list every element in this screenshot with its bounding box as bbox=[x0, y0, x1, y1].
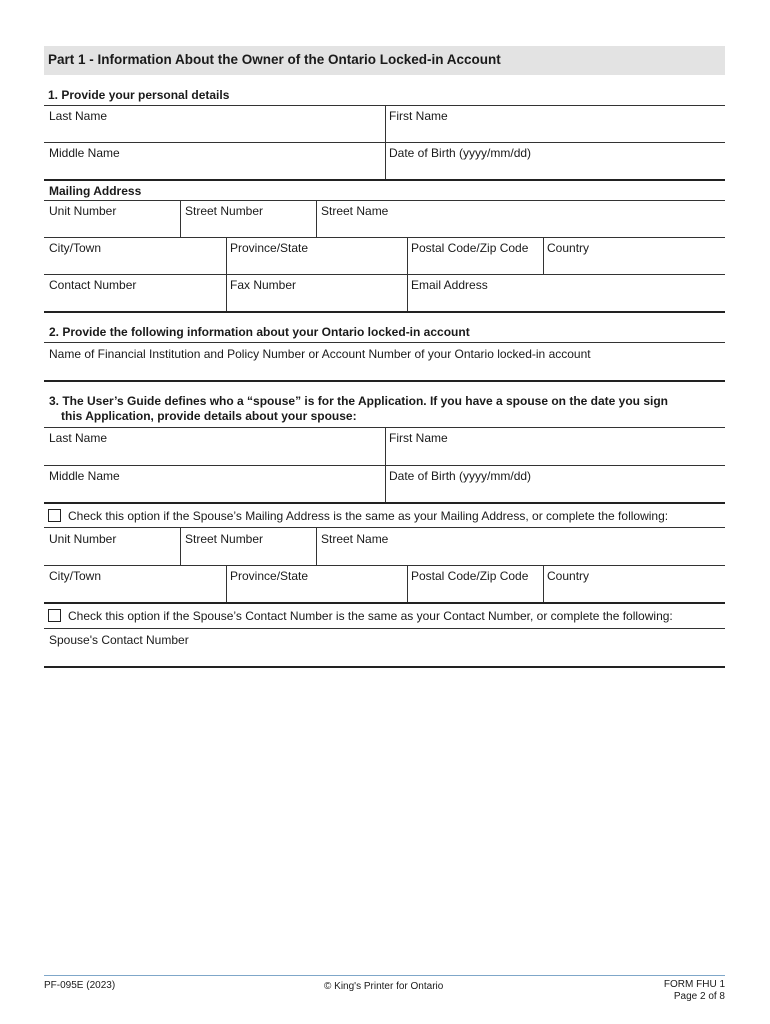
spouse-country-label: Country bbox=[547, 569, 590, 583]
footer-rule bbox=[44, 975, 725, 976]
spouse-province-label: Province/State bbox=[230, 569, 309, 583]
email-address-label: Email Address bbox=[411, 278, 488, 292]
spouse-city-field[interactable] bbox=[44, 566, 226, 602]
copyright: © King's Printer for Ontario bbox=[324, 981, 444, 992]
unit-number-field[interactable] bbox=[44, 201, 180, 237]
unit-number-label: Unit Number bbox=[49, 204, 117, 218]
spouse-city-label: City/Town bbox=[49, 569, 102, 583]
spouse-date-of-birth-label: Date of Birth (yyyy/mm/dd) bbox=[389, 469, 532, 483]
same-address-checkbox[interactable] bbox=[48, 509, 61, 522]
spouse-postal-code-field[interactable] bbox=[408, 566, 543, 602]
street-name-label: Street Name bbox=[321, 204, 389, 218]
country-field[interactable] bbox=[544, 238, 725, 274]
section-2-title: 2. Provide the following information about your Ontario locked-in account bbox=[49, 325, 470, 339]
postal-code-label: Postal Code/Zip Code bbox=[411, 241, 529, 255]
date-of-birth-label: Date of Birth (yyyy/mm/dd) bbox=[389, 146, 532, 160]
spouse-date-of-birth-field[interactable] bbox=[386, 466, 725, 502]
fax-number-label: Fax Number bbox=[230, 278, 297, 292]
email-address-field[interactable] bbox=[408, 275, 725, 311]
spouse-contact-number-field[interactable] bbox=[44, 629, 725, 666]
spouse-street-number-field[interactable] bbox=[181, 528, 316, 565]
divider bbox=[44, 179, 725, 181]
fax-number-field[interactable] bbox=[227, 275, 407, 311]
spouse-last-name-label: Last Name bbox=[49, 431, 108, 445]
section-3-title-continued: this Application, provide details about your spouse: bbox=[61, 409, 357, 423]
city-field[interactable] bbox=[44, 238, 226, 274]
same-contact-label: Check this option if the Spouse’s Contact Number is the same as your Contact Number, or complete the following: bbox=[68, 609, 673, 623]
account-details-label: Name of Financial Institution and Policy Number or Account Number of your Ontario locked-in account bbox=[49, 347, 591, 361]
divider bbox=[44, 311, 725, 313]
contact-number-field[interactable] bbox=[44, 275, 226, 311]
part-1-header: Part 1 - Information About the Owner of the Ontario Locked-in Account bbox=[44, 46, 725, 75]
province-field[interactable] bbox=[227, 238, 407, 274]
street-number-field[interactable] bbox=[181, 201, 316, 237]
divider bbox=[44, 602, 725, 604]
country-label: Country bbox=[547, 241, 590, 255]
spouse-unit-number-label: Unit Number bbox=[49, 532, 117, 546]
section-1-title: 1. Provide your personal details bbox=[48, 88, 230, 102]
same-contact-checkbox[interactable] bbox=[48, 609, 61, 622]
middle-name-field[interactable] bbox=[44, 143, 385, 179]
same-address-label: Check this option if the Spouse’s Mailing Address is the same as your Mailing Address, or complete the following: bbox=[68, 509, 669, 523]
divider bbox=[44, 380, 725, 382]
form-name: FORM FHU 1 bbox=[663, 979, 725, 990]
mailing-address-heading: Mailing Address bbox=[49, 184, 142, 198]
spouse-middle-name-label: Middle Name bbox=[49, 469, 120, 483]
page-number: Page 2 of 8 bbox=[673, 991, 725, 1002]
first-name-label: First Name bbox=[389, 109, 448, 123]
spouse-street-number-label: Street Number bbox=[185, 532, 264, 546]
date-of-birth-field[interactable] bbox=[386, 143, 725, 179]
section-3-title: 3. The User’s Guide defines who a “spouse” is for the Application. If you have a spouse on the date you sign bbox=[49, 394, 669, 408]
form-code: PF-095E (2023) bbox=[44, 980, 116, 991]
spouse-street-name-label: Street Name bbox=[321, 532, 389, 546]
spouse-province-field[interactable] bbox=[227, 566, 407, 602]
last-name-label: Last Name bbox=[49, 109, 108, 123]
spouse-contact-number-label: Spouse's Contact Number bbox=[49, 633, 189, 647]
spouse-first-name-label: First Name bbox=[389, 431, 448, 445]
spouse-middle-name-field[interactable] bbox=[44, 466, 385, 502]
spouse-street-name-field[interactable] bbox=[317, 528, 725, 565]
account-details-field[interactable] bbox=[44, 343, 725, 380]
first-name-field[interactable] bbox=[386, 106, 725, 142]
province-label: Province/State bbox=[230, 241, 309, 255]
middle-name-label: Middle Name bbox=[49, 146, 120, 160]
street-name-field[interactable] bbox=[317, 201, 725, 237]
spouse-first-name-field[interactable] bbox=[386, 428, 725, 465]
last-name-field[interactable] bbox=[44, 106, 385, 142]
spouse-last-name-field[interactable] bbox=[44, 428, 385, 465]
postal-code-field[interactable] bbox=[408, 238, 543, 274]
spouse-postal-code-label: Postal Code/Zip Code bbox=[411, 569, 529, 583]
contact-number-label: Contact Number bbox=[49, 278, 137, 292]
divider bbox=[44, 502, 725, 504]
spouse-country-field[interactable] bbox=[544, 566, 725, 602]
street-number-label: Street Number bbox=[185, 204, 264, 218]
spouse-unit-number-field[interactable] bbox=[44, 528, 180, 565]
divider bbox=[44, 666, 725, 668]
city-label: City/Town bbox=[49, 241, 102, 255]
